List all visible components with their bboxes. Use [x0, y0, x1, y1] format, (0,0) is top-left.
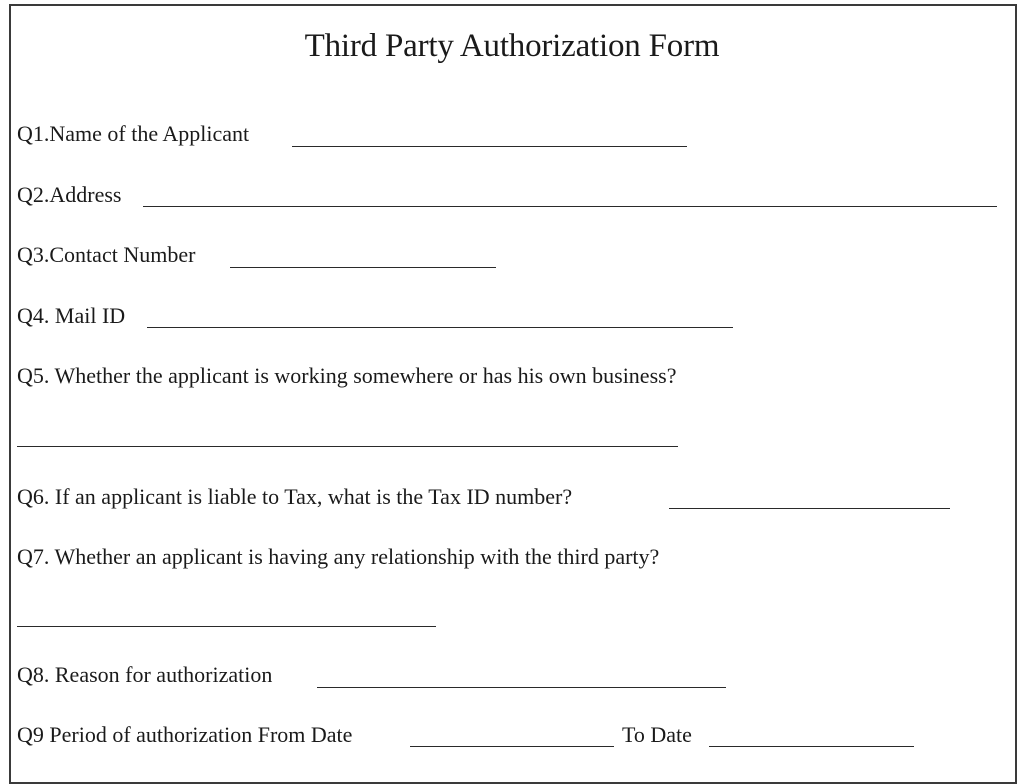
q4-label: Q4. Mail ID: [17, 303, 126, 328]
q5-label: Q5. Whether the applicant is working somewhere or has his own business?: [17, 363, 677, 388]
q1-label: Q1.Name of the Applicant: [17, 121, 250, 146]
q9-to-date-label: To Date: [622, 722, 692, 747]
q7-label: Q7. Whether an applicant is having any relationship with the third party?: [17, 544, 660, 569]
q1-applicant-name-field[interactable]: [292, 146, 687, 147]
q5-occupation-field[interactable]: [17, 446, 678, 447]
q3-label: Q3.Contact Number: [17, 242, 196, 267]
q9-label: Q9 Period of authorization From Date: [17, 722, 353, 747]
q2-label: Q2.Address: [17, 182, 122, 207]
q6-tax-id-field[interactable]: [669, 508, 950, 509]
q9-from-date-field[interactable]: [410, 746, 614, 747]
q8-label: Q8. Reason for authorization: [17, 662, 273, 687]
q9-to-date-field[interactable]: [709, 746, 914, 747]
q4-mail-id-field[interactable]: [147, 327, 733, 328]
q7-relationship-field[interactable]: [17, 626, 436, 627]
q3-contact-number-field[interactable]: [230, 267, 496, 268]
q2-address-field[interactable]: [143, 206, 997, 207]
q8-reason-field[interactable]: [317, 687, 726, 688]
form-title: Third Party Authorization Form: [304, 28, 720, 64]
q6-label: Q6. If an applicant is liable to Tax, what is the Tax ID number?: [17, 484, 573, 509]
